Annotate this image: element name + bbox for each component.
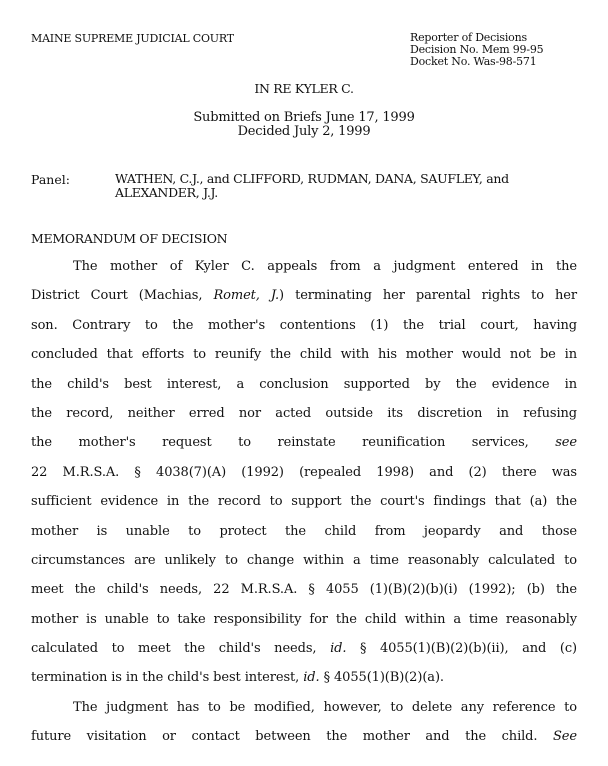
memorandum-heading: MEMORANDUM OF DECISION: [31, 231, 228, 246]
decided-date: Decided July 2, 1999: [237, 124, 371, 139]
docket-number: Docket No. Was-98-571: [410, 55, 537, 68]
text-line: The mother of Kyler C. appeals from a judgment entered in the: [73, 259, 577, 274]
paragraph-1: [31, 252, 577, 693]
italic-term: id.: [303, 670, 320, 686]
text-line: meet the child's needs, 22 M.R.S.A. § 4055 (1)(B)(2)(b)(i) (1992); (b) the: [31, 582, 577, 598]
text-line: 22 M.R.S.A. § 4038(7)(A) (1992) (repealed 1998) and (2) there was: [31, 464, 577, 480]
submitted-date: Submitted on Briefs June 17, 1999: [193, 110, 415, 125]
text-line: District Court (Machias, Romet, J.) terminating her parental rights to her: [31, 288, 577, 304]
panel-judges: WATHEN, C.J., and CLIFFORD, RUDMAN, DANA, SAUFLEY, and ALEXANDER, J.J.: [115, 171, 509, 200]
text-line: mother is unable to take responsibility for the child within a time reasonably: [31, 611, 577, 627]
decision-number: Decision No. Mem 99-95: [410, 43, 544, 56]
text-line: calculated to meet the child's needs, id. § 4055(1)(B)(2)(b)(ii), and (c): [31, 641, 577, 657]
text-line: the child's best interest, a conclusion supported by the evidence in: [31, 376, 577, 392]
case-dates: [0, 111, 608, 139]
text-line: termination is in the child's best interest, id. § 4055(1)(B)(2)(a).: [31, 670, 444, 686]
italic-term: See: [553, 729, 577, 745]
court-name: MAINE SUPREME JUDICIAL COURT: [31, 32, 234, 45]
text-line: circumstances are unlikely to change within a time reasonably calculated to: [31, 552, 577, 568]
text-line: mother is unable to protect the child from jeopardy and those: [31, 523, 577, 539]
text-line: concluded that efforts to reunify the child with his mother would not be in: [31, 347, 577, 363]
paragraph-2: [31, 693, 577, 752]
text-line: the mother's request to reinstate reunification services, see: [31, 435, 577, 451]
text-line: the record, neither erred nor acted outside its discretion in refusing: [31, 405, 577, 421]
italic-term: id.: [330, 641, 347, 657]
case-title: IN RE KYLER C.: [254, 81, 354, 96]
italic-term: see: [555, 435, 577, 451]
italic-term: Romet, J.: [213, 288, 280, 304]
reporter-label: Reporter of Decisions: [410, 31, 527, 44]
text-line: The judgment has to be modified, however, to delete any reference to: [73, 700, 577, 715]
panel-label: Panel:: [31, 172, 70, 187]
decision-info: [410, 32, 543, 68]
text-line: son. Contrary to the mother's contentions (1) the trial court, having: [31, 317, 577, 333]
text-line: sufficient evidence in the record to support the court's findings that (a) the: [31, 494, 577, 510]
text-line: future visitation or contact between the mother and the child. See: [31, 729, 577, 745]
